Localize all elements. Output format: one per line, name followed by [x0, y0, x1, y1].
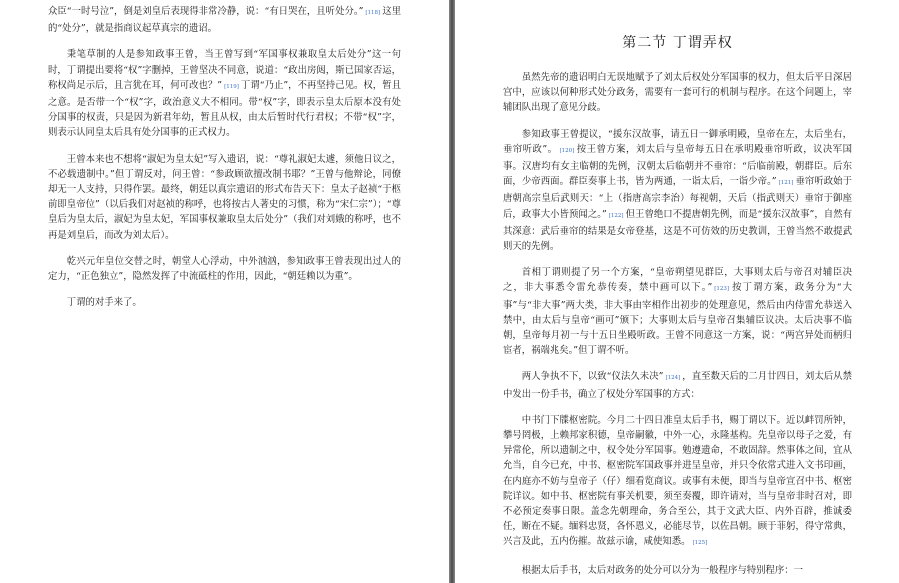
footnote-ref[interactable]: [123]: [714, 286, 730, 293]
paragraph: 首相丁谓则提了另一个方案，“皇帝朔望见群臣，大事则太后与帝召对辅臣决之，非大事悉令雷允恭传奏，禁中画可以下。” [123] 按丁谓方案，政务分为“大事”与“非大事”两大类，非大事由宰相作出初步的处理意见，然后由内侍雷允恭送入禁中，由太后与皇帝“画可”颁下；大事则太后与皇帝召集辅臣议决。太后决事不临朝，皇帝每月初一与十五日坐殿听政。王曾不同意这一方案，说：“两宫异处而柄归宦者，祸端兆矣。”但丁谓不听。: [503, 267, 852, 357]
footnote-ref[interactable]: [118]: [365, 10, 381, 16]
footnote-ref[interactable]: [124]: [665, 375, 681, 382]
footnote-ref[interactable]: [120]: [559, 147, 575, 154]
paragraph: 虽然先帝的遗诏明白无误地赋予了刘太后权处分军国事的权力，但太后平日深居宫中，应该以何种形式处分政务，需要有一套可行的机制与程序。在这个问题上，宰辅团队出现了意见分歧。: [503, 72, 852, 114]
footnote-ref[interactable]: [125]: [692, 540, 708, 547]
right-page: [455, 0, 899, 583]
paragraph: 乾兴元年皇位交替之时，朝堂人心浮动，中外汹汹，参知政事王曾表现出过人的定力，“正色独立”，隐然发挥了中流砥柱的作用，因此，“朝廷赖以为重”。: [48, 255, 401, 283]
section-title: 第二节 丁谓弄权: [622, 35, 733, 51]
paragraph: 王曾本来也不想将“淑妃为皇太妃”写入遗诏，说：“尊礼淑妃太遽，须他日议之，不必载遗制中。”但丁谓反对，问王曾：“参政顾欲擅改制书耶？”王曾与他辩论，同僚却无一人支持，只得作罢。最终，朝廷以真宗遗诏的形式布告天下：皇太子赵祯“于柩前即皇帝位”（以后我们对赵祯的称呼，也将按古人著史的习惯，称为“宋仁宗”）；“尊皇后为皇太后，淑妃为皇太妃，军国事权兼取皇太后处分”（我们对刘娥的称呼，也不再是刘皇后，而改为刘太后）。: [48, 153, 401, 241]
paragraph: 根据太后手书，太后对政务的处分可以分为一般程序与特别程序：一: [521, 564, 804, 576]
footnote-ref[interactable]: [122]: [608, 212, 624, 219]
paragraph: 参知政事王曾提议，“援东汉故事，请五日一御承明殿，皇帝在左，太后坐右，垂帘听政”。 [120] 按王曾方案，刘太后与皇帝每五日在承明殿垂帘听政，议决军国事。汉唐均有女主临朝的先例，汉朝太后临朝并不垂帘：“后临前殿，朝群臣。后东面，少帝西面。群臣奏事上书，皆为两通，一诣太后，一诣少帝。” [121] 垂帘听政始于唐朝高宗皇后武则天：“上（指唐高宗李治）每视朝，天后（指武则天）垂帘于御座后，政事大小皆预闻之。” [122] 但王曾绝口不提唐朝先例，而是“援东汉故事”，自然有其深意：武后垂帘的结果是女帝登基，这是不可仿效的历史教训，王曾当然不敢提武则天的先例。: [503, 128, 852, 253]
footnote-ref[interactable]: [119]: [224, 83, 239, 90]
paragraph: 秉笔草制的人是参知政事王曾，当王曾写到“军国事权兼取皇太后处分”这一句时，丁谓提出要将“权”字删掉，王曾坚决不同意，说道：“政出房闼，斯已国家否运，称权尚足示后，且言犹在耳，何可改也？” [119] 丁谓“乃止”，不再坚持己见。权，暂且之意。是否带一个“权”字，政治意义大不相同。带“权”字，即表示皇太后原本没有处分国事的权责，只是因为新君年幼，暂且从权，由太后暂时代行君权；不带“权”字，则表示认同皇太后具有处分国事的正式权力。: [48, 49, 401, 139]
quoted-document: 中书门下牒枢密院。今月二十四日准皇太后手书，赐丁谓以下。近以衅罚所钟，攀号罔极，上赖邦家积德，皇帝嗣徽，中外一心，永隆基构。先皇帝以母子之爱，有异常伦，所以遗制之中，权令处分军国事。勉遵遗命，不敢固辞。然事体之间，宜从允当，自今已充，中书、枢密院军国政事并进呈皇帝，并只令依常式进入文书印画，在内庭亦不妨与皇帝子（仔）细看览商议。或事有未便，即当与皇帝宣召中书、枢密院详议。如中书、枢密院有事关机要，须至奏覆，即许请对，当与皇帝非时召对，即不必预定奏事日限。盖念先朝理命，务合至公，其于文武大臣、内外百辟，推诚委任，断在不疑。缅料忠贤，各怀恩义，必能尽节，以佐昌朝。顾于菲躬，得守常典，兴言及此，五内伤摧。故兹示谕，咸使知悉。 [125]: [503, 414, 852, 548]
paragraph: 两人争执不下，以致“仪法久未决” [124] ，直至数天后的二月廿四日，刘太后从禁中发出一份手书，确立了权处分军国事的方式：: [503, 371, 852, 400]
paragraph: 众臣“一时号泣”，倒是刘皇后表现得非常冷静，说：“有日哭在，且听处分。” [118] 这里的“处分”，就是指商议起草真宗的遗诏。: [48, 6, 401, 35]
paragraph: 丁谓的对手来了。: [66, 297, 142, 309]
footnote-ref[interactable]: [121]: [778, 180, 794, 187]
left-page: [0, 0, 449, 583]
